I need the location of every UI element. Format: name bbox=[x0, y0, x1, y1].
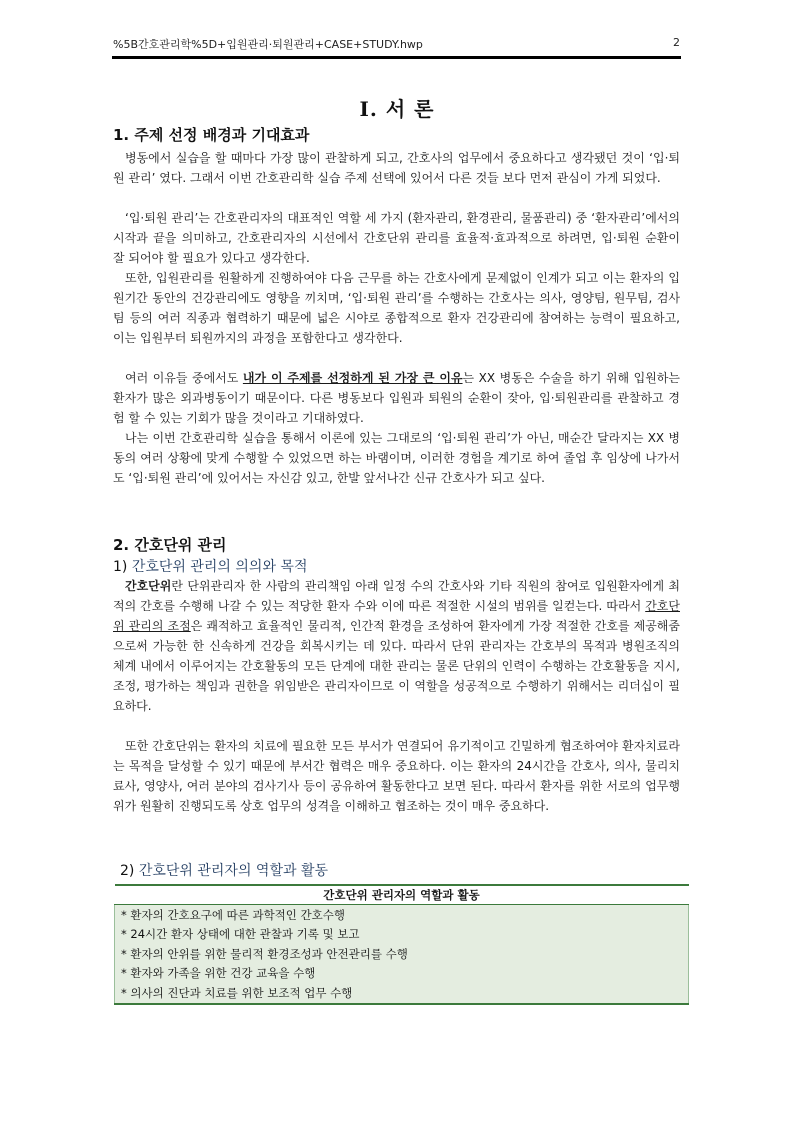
header-divider bbox=[112, 56, 681, 59]
section2-title: 2. 간호단위 관리 bbox=[113, 536, 227, 554]
chapter-title: Ⅰ. 서 론 bbox=[359, 97, 435, 121]
header-filename: %5B간호관리학%5D+입원관리·퇴원관리+CASE+STUDY.hwp bbox=[113, 38, 423, 51]
section1-paragraph-5: 나는 이번 간호관리학 실습을 통해서 이론에 있는 그대로의 ‘입·퇴원 관리’가 아닌, 매순간 달라지는 XX 병동의 여러 상황에 맞게 수행할 수 있었으면 하는 바램이며, 이러한 경험을 계기로 하여 졸업 후 임상에 나가서도 ‘입·퇴원 관리’에 있어서는 자신감 있고, 한발 앞서나간 신규 간호사가 되고 싶다. bbox=[113, 431, 680, 485]
table-row: * 환자의 안위를 위한 물리적 환경조성과 안전관리를 수행 bbox=[115, 944, 689, 964]
header-page-number: 2 bbox=[673, 36, 680, 49]
roles-table bbox=[114, 884, 689, 1005]
section2-paragraph-1: 간호단위란 단위관리자 한 사람의 관리책임 아래 일정 수의 간호사와 기타 직원의 참여로 입원환자에게 최적의 간호를 수행해 나갈 수 있는 적당한 환자 수와 이에 따른 적절한 시설의 범위를 일컫는다. 따라서 간호단위 관리의 조점은 쾌적하고 효율적인 물리적, 인간적 환경을 조성하여 환자에게 가장 적절한 간호를 제공해줌으로써 가능한 한 신속하게 건강을 회복시키는 데 있다. 따라서 단위 관리자는 간호부의 목적과 병원조직의 체계 내에서 이루어지는 간호활동의 모든 단계에 대한 관리는 물론 단위의 인력이 수행하는 간호활동을 지시, 조정, 평가하는 책임과 권한을 위임받은 관리자이므로 이 역할을 성공적으로 수행하기 위해서는 리더십이 필요하다. bbox=[113, 579, 680, 713]
section2-sub1-title: 1) 간호단위 관리의 의의와 목적 bbox=[113, 559, 308, 575]
section1-paragraph-1: 병동에서 실습을 할 때마다 가장 많이 관찰하게 되고, 간호사의 업무에서 중요하다고 생각됐던 것이 ‘입·퇴원 관리’ 였다. 그래서 이번 간호관리학 실습 주제 선택에 있어서 다른 것들 보다 먼저 관심이 가게 되었다. bbox=[113, 151, 680, 185]
page-header bbox=[113, 36, 680, 56]
section1-paragraph-3: 또한, 입원관리를 원활하게 진행하여야 다음 근무를 하는 간호사에게 문제없이 인계가 되고 이는 환자의 입원기간 동안의 건강관리에도 영향을 끼치며, ‘입·퇴원 관리’를 수행하는 간호사는 의사, 영양팀, 원무팀, 검사팀 등의 여러 직종과 협력하기 때문에 넓은 시야로 종합적으로 환자 건강관리에 참여하는 능력이 필요하고, 이는 입원부터 퇴원까지의 과정을 포함한다고 생각한다. bbox=[113, 271, 680, 345]
section1-paragraph-4: 여러 이유들 중에서도 내가 이 주제를 선정하게 된 가장 큰 이유는 XX 병동은 수술을 하기 위해 입원하는 환자가 많은 외과병동이기 때문이다. 다른 병동보다 입원과 퇴원의 순환이 잦아, 입·퇴원관리를 관찰하고 경험 할 수 있는 기회가 많을 것이라고 기대하였다. bbox=[113, 371, 680, 425]
section2-sub2-title: 2) 간호단위 관리자의 역할과 활동 bbox=[120, 863, 328, 879]
section1-paragraph-2: ‘입·퇴원 관리’는 간호관리자의 대표적인 역할 세 가지 (환자관리, 환경관리, 물품관리) 중 ‘환자관리’에서의 시작과 끝을 의미하고, 간호관리자의 시선에서 간호단위 관리를 효율적·효과적으로 하려면, 입·퇴원 순환이 잘 되어야 할 필요가 있다고 생각한다. bbox=[113, 211, 680, 265]
roles-table-header: 간호단위 관리자의 역할과 활동 bbox=[115, 885, 689, 905]
table-row: * 환자와 가족을 위한 건강 교육을 수행 bbox=[115, 964, 689, 984]
underlined-term: 간호단위 관리의 조점 bbox=[113, 599, 680, 633]
term-nursing-unit: 간호단위 bbox=[125, 579, 172, 593]
table-row: * 환자의 간호요구에 따른 과학적인 간호수행 bbox=[115, 905, 689, 925]
table-row: * 24시간 환자 상태에 대한 관찰과 기록 및 보고 bbox=[115, 925, 689, 945]
section2-paragraph-2: 또한 간호단위는 환자의 치료에 필요한 모든 부서가 연결되어 유기적이고 긴밀하게 협조하여야 환자치료라는 목적을 달성할 수 있기 때문에 부서간 협력은 매우 중요하다. 이는 환자의 24시간을 간호사, 의사, 물리치료사, 영양사, 여러 분야의 검사기사 등이 공유하여 활동한다고 보면 된다. 따라서 환자를 위한 서로의 업무행위가 원활히 진행되도록 상호 업무의 성격을 이해하고 협조하는 것이 매우 중요하다. bbox=[113, 739, 680, 813]
table-row: * 의사의 진단과 치료를 위한 보조적 업무 수행 bbox=[115, 983, 689, 1004]
emphasis-reason: 내가 이 주제를 선정하게 된 가장 큰 이유 bbox=[242, 371, 463, 385]
section1-title: 1. 주제 선정 배경과 기대효과 bbox=[113, 126, 310, 144]
